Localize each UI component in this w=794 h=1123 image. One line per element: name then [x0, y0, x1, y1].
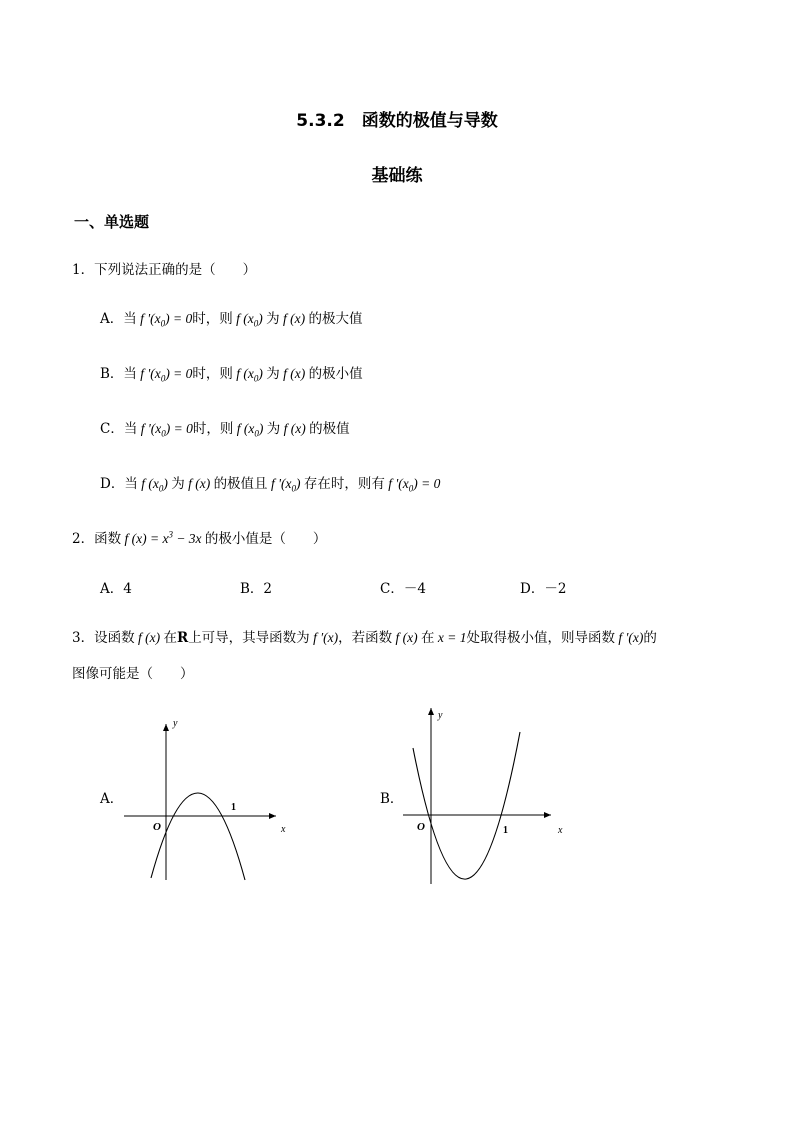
option-label: B．	[100, 366, 124, 382]
page-subtitle: 基础练	[371, 166, 423, 186]
math-expr: f ′(x)	[309, 630, 339, 645]
q2-option-d: D．－2	[520, 581, 567, 597]
tick-label: 1	[231, 802, 236, 813]
math-expr: f '$(x_0) = 0$	[137, 421, 193, 439]
option-label: A．	[100, 311, 124, 327]
q1-option-d: D．当 f $(x_0)$ 为 f (x) 的极值且 f '$(x_0)$ 存在时，则有 f '$(x_0) = 0$	[100, 476, 441, 494]
q3-graph-a	[118, 712, 298, 887]
derivative-curve	[413, 732, 520, 879]
q2-option-c: C．－4	[380, 581, 426, 597]
q3-option-b-label: B．	[380, 791, 404, 807]
math-expr: f (x)	[184, 476, 214, 491]
math-expr: f (x)	[392, 630, 421, 645]
tick-label: 1	[503, 825, 508, 836]
page-title: 5.3.2 函数的极值与导数	[296, 111, 498, 131]
question-3-stem-line1: 3．设函数 f (x) 在R上可导，其导函数为 f ′(x)，若函数 f (x) 在 x = 1处取得极小值，则导函数 f ′(x)的	[72, 630, 657, 646]
math-expr: f $(x_0)$	[137, 476, 172, 494]
q3-graph-b	[398, 702, 578, 887]
math-expr: f '$(x_0) = 0$	[384, 476, 441, 494]
question-2-stem: 2．函数 f $(x) = x^3 - 3x$ 的极小值是（ ）	[72, 529, 327, 547]
q3-option-a-label: A．	[100, 791, 124, 807]
math-expr: f '$(x_0)$	[267, 476, 304, 494]
origin-label: O	[417, 821, 425, 833]
math-expr: f $(x) = x^3 - 3x$	[121, 529, 205, 546]
math-expr: f '$(x_0) = 0$	[136, 311, 193, 329]
math-expr: f (x)	[279, 311, 309, 326]
q1-option-a: A．当 f '$(x_0) = 0$时，则 f $(x_0)$ 为 f (x) 的极大值	[100, 311, 363, 329]
math-expr: f $(x_0)$	[232, 366, 267, 384]
section-heading: 一、单选题	[74, 213, 150, 231]
math-expr: f (x)	[280, 421, 310, 436]
math-expr: f $(x_0)$	[232, 311, 267, 329]
q1-option-b: B．当 f '$(x_0) = 0$时，则 f $(x_0)$ 为 f (x) 的极小值	[100, 366, 363, 384]
q2-option-b: B．2	[240, 581, 273, 597]
math-expr: f $(x_0)$	[233, 421, 267, 439]
math-expr: f (x)	[134, 630, 164, 645]
x-axis-label: x	[558, 825, 563, 836]
math-expr: f '$(x_0) = 0$	[136, 366, 193, 384]
q1-option-c: C．当 f '$(x_0) = 0$时，则 f $(x_0)$ 为 f (x) 的极值	[100, 421, 350, 439]
math-expr: x = 1	[434, 630, 467, 645]
math-expr: f (x)	[279, 366, 309, 381]
q2-option-a: A．4	[100, 581, 132, 597]
option-label: C．	[100, 421, 124, 437]
y-axis-label: y	[438, 710, 443, 721]
origin-label: O	[153, 821, 161, 833]
option-label: D．	[100, 476, 125, 492]
y-axis-label: y	[173, 718, 178, 729]
question-1-stem: 1．下列说法正确的是（ ）	[72, 262, 257, 278]
question-3-stem-line2: 图像可能是（ ）	[72, 666, 194, 682]
x-axis-label: x	[281, 824, 286, 835]
math-expr: f ′(x)	[614, 630, 644, 645]
